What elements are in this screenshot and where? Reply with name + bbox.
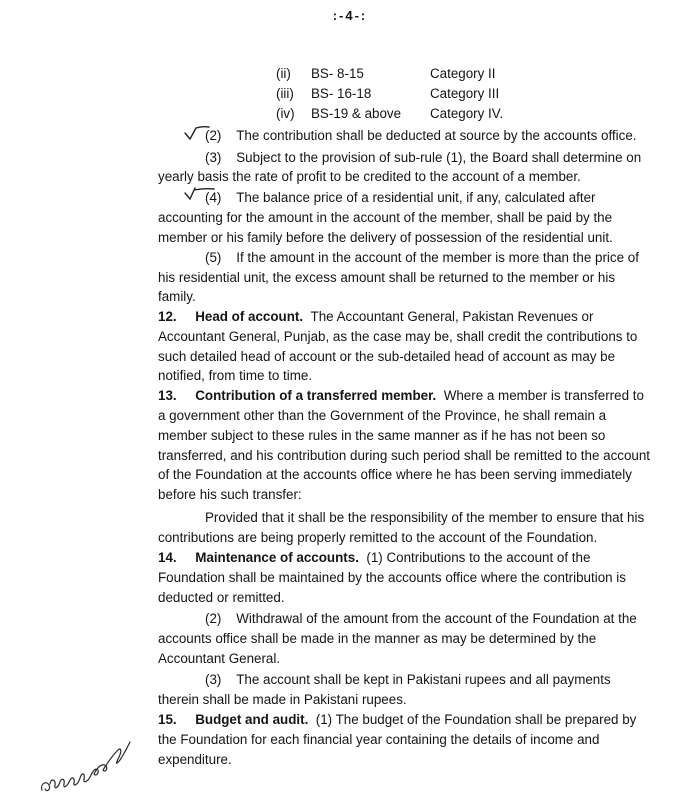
list-item-grade: BS- 16-18 — [311, 86, 372, 101]
section-heading-line — [158, 710, 700, 730]
text-line: Accountant General. — [158, 651, 281, 666]
text-line: (2) Withdrawal of the amount from the account of the Foundation at the — [205, 611, 637, 626]
text-line: Foundation shall be maintained by the accounts office where the contribution is — [158, 570, 626, 585]
text-line: his residential unit, the excess amount shall be returned to the member or his — [158, 270, 616, 285]
text-line: contributions are being properly remitted to the account of the Foundation. — [158, 530, 598, 545]
text-line: yearly basis the rate of profit to be credited to the account of a member. — [158, 169, 581, 184]
section-heading-line — [158, 307, 700, 327]
list-item-category: Category III — [430, 86, 500, 101]
section-text: (1) The budget of the Foundation shall be prepared by — [308, 712, 637, 727]
text-line: Provided that it shall be the responsibility of the member to ensure that his — [205, 510, 645, 525]
text-line: deducted or remitted. — [158, 590, 285, 605]
list-item-grade: BS- 8-15 — [311, 66, 364, 81]
text-line: notified, from time to time. — [158, 368, 313, 383]
section-text: Where a member is transferred to — [436, 388, 644, 403]
text-line: (3) The account shall be kept in Pakistani rupees and all payments — [205, 672, 611, 687]
text-line: the Foundation for each financial year containing the details of income and — [158, 732, 600, 747]
text-line: Accountant General, Punjab, as the case may be, shall credit the contributions to — [158, 329, 638, 344]
text-line: member or his family before the delivery of possession of the residential unit. — [158, 230, 613, 245]
list-item-category: Category IV. — [430, 106, 504, 121]
section-text: The Accountant General, Pakistan Revenues or — [303, 309, 594, 324]
list-item-grade: BS-19 & above — [311, 106, 402, 121]
list-item-number: (iv) — [276, 106, 295, 121]
text-line: a government other than the Government of the Province, he shall remain a — [158, 408, 607, 423]
text-line: member subject to these rules in the same manner as if he has not been so — [158, 428, 606, 443]
section-heading: 15. Budget and audit. — [158, 712, 309, 727]
page-number: :-4-: — [332, 8, 368, 23]
list-item-number: (ii) — [276, 66, 291, 81]
section-heading-line — [158, 386, 700, 406]
list-item-number: (iii) — [276, 86, 294, 101]
section-heading: 12. Head of account. — [158, 309, 304, 324]
signature-handwriting — [36, 732, 136, 798]
text-line: (3) Subject to the provision of sub-rule (1), the Board shall determine on — [205, 150, 642, 165]
text-line: of the Foundation at the accounts office where he has been serving immediately — [158, 467, 632, 482]
section-heading-line — [158, 548, 700, 568]
text-line: family. — [158, 289, 196, 304]
text-line: (5) If the amount in the account of the member is more than the price of — [205, 250, 639, 265]
section-text: (1) Contributions to the account of the — [358, 550, 591, 565]
text-line: (2) The contribution shall be deducted at source by the accounts office. — [205, 128, 637, 143]
section-heading: 13. Contribution of a transferred member. — [158, 388, 437, 403]
text-line: therein shall be made in Pakistani rupees. — [158, 692, 407, 707]
text-line: accounting for the amount in the account of the member, shall be paid by the — [158, 210, 613, 225]
text-line: expenditure. — [158, 752, 232, 767]
text-line: transferred, and his contribution during such period shall be remitted to the account — [158, 448, 651, 463]
text-line: such detailed head of account or the sub-detailed head of account as may be — [158, 349, 616, 364]
text-line: (4) The balance price of a residential unit, if any, calculated after — [205, 190, 596, 205]
section-heading: 14. Maintenance of accounts. — [158, 550, 359, 565]
list-item-category: Category II — [430, 66, 496, 81]
text-line: before his such transfer: — [158, 487, 302, 502]
text-line: accounts office shall be made in the manner as may be determined by the — [158, 631, 597, 646]
